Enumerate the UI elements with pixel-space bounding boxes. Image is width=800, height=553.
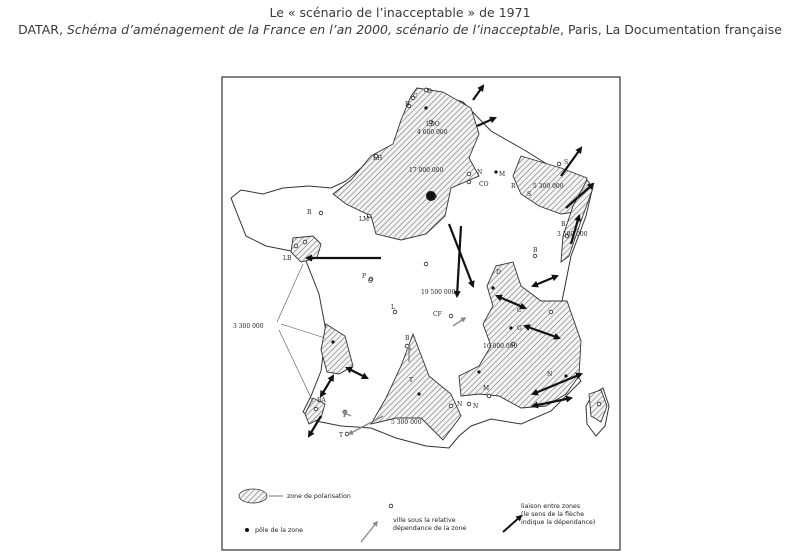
pole-marseille [477, 370, 480, 373]
pole-grenoble [509, 326, 512, 329]
city-code: B [533, 247, 538, 254]
pole-toulouse [417, 392, 420, 395]
city-code: N [457, 401, 463, 408]
legend-city-label-2: dépendance de la zone [393, 525, 467, 532]
city-marker [294, 244, 298, 248]
city-code: L [391, 304, 395, 311]
france-map-figure [221, 76, 621, 551]
city-marker [449, 314, 453, 318]
city-code: P [362, 273, 367, 280]
source-author: DATAR, [18, 22, 63, 37]
city-marker [467, 402, 471, 406]
city-code: P [343, 412, 348, 419]
city-code: M [499, 171, 506, 178]
city-code: T [409, 377, 414, 384]
city-code: C [413, 93, 418, 100]
city-code: LM [359, 216, 370, 223]
source-publisher: , Paris, La Documentation française [560, 22, 782, 37]
city-code: R [307, 209, 312, 216]
city-code: LH [373, 155, 383, 162]
city-code: O [368, 278, 373, 285]
legend-pole-label: pôle de la zone [255, 527, 303, 534]
city-marker [467, 172, 471, 176]
city-code: B [561, 221, 566, 228]
city-code: S [564, 159, 569, 166]
city-code: N [477, 169, 483, 176]
city-code: G [517, 325, 522, 332]
city-code: CO [479, 181, 489, 188]
city-code: LB [283, 255, 292, 262]
city-code: N [547, 371, 553, 378]
city-marker [345, 432, 349, 436]
population-label: 5 300 000 [533, 183, 564, 190]
caption-source [0, 22, 800, 37]
city-marker [319, 211, 323, 215]
city-marker [405, 344, 409, 348]
population-label: 16 000 000 [483, 343, 518, 350]
city-marker [487, 394, 491, 398]
pole-metz [494, 170, 497, 173]
caption-title: Le « scénario de l’inacceptable » de 1971 [269, 5, 531, 20]
city-marker [557, 162, 561, 166]
population-label: 3 300 000 [233, 323, 264, 330]
city-code: T [339, 432, 344, 439]
city-code: B [405, 335, 410, 342]
city-code: B [405, 101, 410, 108]
legend-city-label-1: ville sous la relative [393, 517, 456, 524]
city-code: D [496, 269, 501, 276]
city-code: M [483, 385, 490, 392]
population-label: 17 000 000 [409, 167, 444, 174]
city-code: S [527, 191, 532, 198]
city-marker [533, 254, 537, 258]
source-title: Schéma d’aménagement de la France en l’an 2000, [66, 22, 392, 37]
city-code: P [433, 195, 438, 202]
source-subtitle: scénario de l’inacceptable [395, 22, 560, 37]
legend-liaison-label-1: liaison entre zones [521, 503, 581, 510]
legend-zone-swatch [239, 489, 267, 503]
city-marker [597, 402, 601, 406]
city-marker [549, 310, 553, 314]
city-marker [303, 240, 307, 244]
city-code: LDO [426, 121, 440, 128]
city-code: R [511, 183, 516, 190]
legend-city-marker [389, 504, 393, 508]
legend-zone-label: zone de polarisation [287, 493, 351, 500]
pole-lille [424, 106, 427, 109]
population-label: 19 500 000 [421, 289, 456, 296]
city-marker [467, 180, 471, 184]
legend-pole-marker [245, 528, 249, 532]
population-label: 3 500 000 [557, 231, 588, 238]
city-code: N [473, 403, 479, 410]
pole-nice [564, 374, 567, 377]
legend-liaison-label-2: (le sens de la flèche [521, 511, 585, 518]
legend-liaison-label-3: indique la dépendance) [521, 519, 596, 526]
pole-lyon [491, 286, 494, 289]
population-label: 5 300 000 [391, 419, 422, 426]
city-code: BA [317, 397, 326, 404]
population-label: 4 600 000 [417, 129, 448, 136]
city-code: D [427, 88, 432, 95]
pole-bordeaux [331, 340, 334, 343]
city-code: C [517, 307, 522, 314]
city-marker [314, 407, 318, 411]
city-marker [424, 262, 428, 266]
city-marker [449, 404, 453, 408]
city-code: CF [433, 311, 442, 318]
